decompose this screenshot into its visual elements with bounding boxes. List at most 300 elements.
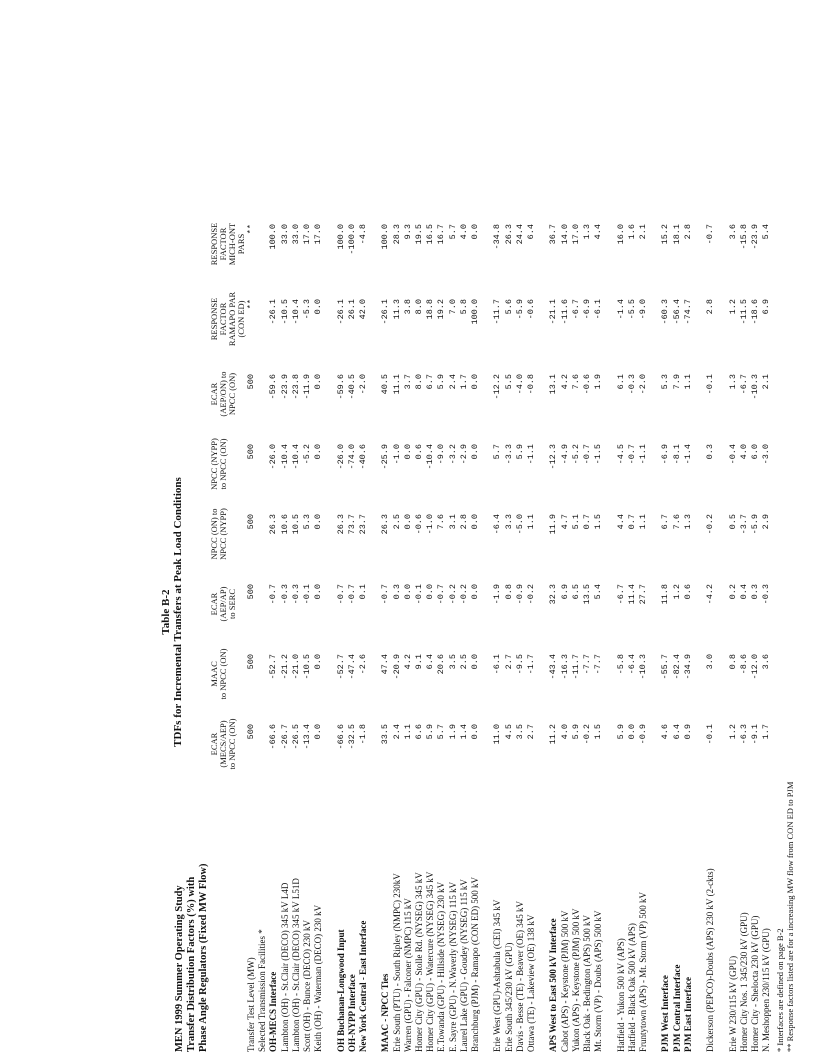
table-cell: -100.0 (346, 224, 357, 255)
table-cell: 5.3 (302, 514, 312, 530)
table-cell: -26.1 (380, 299, 391, 325)
table-cell: 1.3 (682, 514, 693, 530)
column-header-line: ECAR (209, 592, 219, 616)
table-cell: -21.1 (548, 299, 559, 325)
table-cell: 4.0 (458, 224, 469, 240)
table-row (604, 172, 615, 1052)
row-label: Cabot (APS) - Keystone (PJM) 500 kV (559, 910, 570, 1052)
table-cell: 6.0 (750, 444, 760, 460)
row-label: Transfer Test Level (MW) (246, 957, 256, 1052)
table-cell: -10.5 (279, 299, 290, 325)
table-row (683, 172, 694, 1052)
row-label: New York Central - East Interface (358, 920, 368, 1052)
row-label: Erie South 345/230 kV (GPU) (503, 942, 514, 1052)
table-cell: 20.6 (436, 654, 447, 675)
table-cell: -47.4 (346, 654, 357, 680)
table-cell: -0.4 (727, 444, 738, 465)
table-cell: -0.7 (626, 444, 637, 465)
table-cell: 17.0 (570, 224, 581, 245)
table-cell: 2.9 (761, 514, 772, 530)
row-label: PJM East Interface (682, 977, 693, 1052)
table-cell: -0.6 (582, 374, 592, 395)
table-cell: 19.2 (436, 299, 447, 320)
column-header-line: to NPCC (ON) (218, 648, 228, 700)
column-header (210, 214, 246, 274)
table-cell: -34.8 (492, 224, 503, 250)
table-row (246, 172, 257, 1052)
table-cell: 500 (246, 514, 256, 530)
table-cell: 0.0 (470, 374, 480, 390)
table-cell: 26.3 (335, 514, 346, 535)
table-cell: 11.4 (626, 584, 637, 605)
table-row (403, 172, 414, 1052)
table-cell: 73.7 (346, 514, 357, 535)
table-cell: 4.0 (559, 724, 570, 740)
column-header-line: (AEP/AP) (218, 586, 228, 622)
row-label: OH-MECS Interface (268, 971, 279, 1052)
column-header-line: RESPONSE (209, 297, 219, 341)
table-cell: 1.2 (671, 584, 682, 600)
table-row (492, 172, 503, 1052)
table-cell: 26.1 (346, 299, 357, 320)
table-cell: 15.2 (660, 224, 671, 245)
table-cell: -26.1 (335, 299, 346, 325)
table-cell: -0.2 (705, 514, 716, 535)
table-cell: 2.1 (761, 374, 772, 390)
table-cell: -5.3 (302, 299, 312, 320)
column-header-line: ECAR (209, 382, 219, 406)
table-cell: 4.2 (559, 374, 570, 390)
table-cell: -18.6 (750, 299, 760, 325)
column-header (210, 364, 237, 424)
row-label: Fruntytown (APS) - Mt. Storm (VP) 500 kV (638, 891, 648, 1052)
table-cell: -26.5 (290, 724, 301, 750)
table-row (470, 172, 481, 1052)
column-header-line: to NPCC (ON) (218, 438, 228, 490)
table-cell: 0.1 (358, 584, 368, 600)
table-cell: -11.9 (302, 374, 312, 400)
table-cell: 3.1 (447, 514, 458, 530)
table-cell: 2.4 (391, 724, 402, 740)
table-cell: -1.4 (682, 444, 693, 465)
row-label: Erie West (GPU)-Ashtabula (CEI) 345 kV (492, 899, 503, 1052)
table-cell: 17.0 (313, 224, 324, 245)
table-cell: 3.5 (447, 654, 458, 670)
table-cell: 6.1 (615, 374, 626, 390)
table-cell: -26.7 (279, 724, 290, 750)
table-cell: -10.3 (638, 654, 648, 680)
table-cell: 8.0 (414, 374, 424, 390)
row-label: Hatfield - Yukon 500 kV (APS) (615, 938, 626, 1052)
row-label: PJM West Interface (660, 975, 671, 1052)
table-cell: 3.6 (727, 224, 738, 240)
table-cell: 4.2 (402, 654, 413, 670)
study-line-3: Phase Angle Regulators (Fixed MW Flow) (198, 863, 209, 1052)
row-label: Warren (GPU) - Falconer (NMPC) 115 kV (402, 898, 413, 1052)
table-cell: 0.3 (750, 584, 760, 600)
table-cell: -0.6 (414, 514, 424, 535)
table-row (739, 172, 750, 1052)
table-cell: 6.7 (660, 514, 671, 530)
table-cell: 7.0 (447, 299, 458, 315)
row-label: Homer City (GPU) - Watercure (NYSEG) 345 kV (425, 871, 436, 1052)
table-row (716, 172, 727, 1052)
table-cell: -0.2 (526, 584, 536, 605)
table-cell: 0.0 (402, 444, 413, 460)
table-cell: 11.9 (548, 514, 559, 535)
table-row (526, 172, 537, 1052)
table-cell: 0.3 (391, 584, 402, 600)
table-cell: 3.7 (402, 374, 413, 390)
table-row (358, 172, 369, 1052)
column-headers (174, 172, 246, 1052)
table-cell: -1.1 (638, 444, 648, 465)
table-cell: 42.0 (358, 299, 368, 320)
table-cell: -82.4 (671, 654, 682, 680)
table-cell: -0.7 (380, 584, 391, 605)
table-cell: 13.5 (582, 584, 592, 605)
table-cell: -6.7 (738, 374, 749, 395)
table-cell: 9.1 (414, 654, 424, 670)
table-cell: 27.7 (638, 584, 648, 605)
table-row (728, 172, 739, 1052)
table-cell: 3.6 (761, 654, 772, 670)
table-cell: -0.1 (705, 374, 716, 395)
table-cell: 24.4 (514, 224, 525, 245)
table-cell: -5.5 (626, 299, 637, 320)
table-cell: 0.0 (313, 299, 324, 315)
table-cell: 4.4 (593, 224, 604, 240)
table-cell: 0.8 (727, 654, 738, 670)
table-cell: 100.0 (268, 224, 279, 250)
table-cell: 1.5 (593, 724, 604, 740)
table-cell: -5.9 (514, 299, 525, 320)
footnote-2: ** Response factors listed are for a increasing MW flow from CON ED to PJM (785, 781, 795, 1052)
table-cell: -1.0 (391, 444, 402, 465)
table-cell: -11.6 (559, 299, 570, 325)
table-cell: -0.8 (526, 374, 536, 395)
table-cell: 5.1 (570, 514, 581, 530)
row-label: Scott (OH) - Bunce (DECO) 230 kV (302, 920, 312, 1052)
table-cell: -21.2 (279, 654, 290, 680)
table-row (302, 172, 313, 1052)
table-cell: 0.0 (313, 584, 324, 600)
table-cell: 1.9 (593, 374, 604, 390)
table-cell: 10.5 (290, 514, 301, 535)
table-cell: -0.7 (705, 224, 716, 245)
table-number: Table B-2 (160, 589, 172, 635)
table-cell: -12.0 (750, 654, 760, 680)
table-cell: 2.4 (447, 374, 458, 390)
table-cell: -0.1 (302, 584, 312, 605)
row-label: OH Buchanan-Longwood Input (335, 929, 346, 1052)
table-cell: -1.7 (526, 654, 536, 675)
table-cell: 500 (246, 724, 256, 740)
table-row (268, 172, 279, 1052)
table-cell: -7.7 (582, 654, 592, 675)
table-cell: -32.5 (346, 724, 357, 750)
row-label: Dickerson (PEPCO)-Doubs (APS) 230 kV (2-ckts) (705, 868, 716, 1052)
table-cell: -40.6 (358, 444, 368, 470)
row-label: Erie South (PTU) - South Ripley (NMPC) 230kV (391, 873, 402, 1052)
table-cell: 5.7 (447, 224, 458, 240)
table-cell: 0.4 (738, 584, 749, 600)
table-cell: -60.3 (660, 299, 671, 325)
row-label: Keith (OH) - Waterman (DECO) 230 kV (313, 904, 324, 1052)
table-cell: ** (246, 224, 256, 235)
table-cell: -74.0 (346, 444, 357, 470)
table-cell: 1.5 (593, 514, 604, 530)
table-row (280, 172, 291, 1052)
table-cell: 1.7 (761, 724, 772, 740)
row-label: Mt. Storm (VP) - Doubs (APS) 500 kV (593, 910, 604, 1052)
table-cell: 0.5 (727, 514, 738, 530)
row-label: PJM Central Interface (671, 964, 682, 1052)
table-title: TDFs for Incremental Transfers at Peak Load Conditions (172, 477, 184, 747)
table-cell: 33.0 (279, 224, 290, 245)
footnotes (775, 782, 795, 1052)
column-header-line: to SERC (227, 589, 237, 619)
column-header-line: ECAR (209, 732, 219, 756)
study-line-1: MEN 1999 Summer Operating Study (174, 885, 185, 1052)
table-row (582, 172, 593, 1052)
table-cell: 1.9 (447, 724, 458, 740)
table-cell: 5.9 (514, 444, 525, 460)
table-cell: -0.6 (526, 299, 536, 320)
table-cell: -4.0 (514, 374, 525, 395)
table-cell: 11.8 (660, 584, 671, 605)
table-cell: 6.9 (559, 584, 570, 600)
column-header-line: NPCC (NYPP) (218, 508, 228, 560)
table-cell: -6.4 (626, 654, 637, 675)
table-cell: -6.4 (492, 514, 503, 535)
table-cell: 500 (246, 374, 256, 390)
table-cell: 7.9 (671, 374, 682, 390)
table-cell: 0.0 (470, 224, 480, 240)
table-cell: -34.9 (682, 654, 693, 680)
row-label: OH-NYPP Interface (346, 974, 357, 1052)
table-row (347, 172, 358, 1052)
table-cell: 100.0 (380, 224, 391, 250)
table-cell: -26.0 (268, 444, 279, 470)
table-cell: -11.7 (492, 299, 503, 325)
table-cell: -15.8 (738, 224, 749, 250)
row-label: Black Oak - Bedington (APS) 500 kV (582, 915, 592, 1052)
table-cell: 0.2 (727, 584, 738, 600)
table-cell: -3.3 (503, 444, 514, 465)
table-cell: -52.7 (335, 654, 346, 680)
table-cell: -9.0 (436, 444, 447, 465)
row-label: Yukon (APS) - Keystone (PJM) 500 kV (570, 908, 581, 1052)
table-row (616, 172, 627, 1052)
table-cell: -26.0 (335, 444, 346, 470)
table-cell: -10.5 (302, 654, 312, 680)
table-cell: 0.0 (313, 444, 324, 460)
table-cell: -55.7 (660, 654, 671, 680)
table-cell: 36.7 (548, 224, 559, 245)
table-cell: 2.8 (458, 514, 469, 530)
table-cell: 26.3 (503, 224, 514, 245)
column-header-line: RESPONSE (209, 222, 219, 266)
row-label: Lambton (OH) - St.Clair (DECO) 345 kV L4D (279, 882, 290, 1052)
table-cell: 6.4 (425, 654, 436, 670)
table-cell: 9.3 (402, 224, 413, 240)
row-label: Davis - Besse (TE) - Beaver (OE) 345 kV (514, 901, 525, 1052)
table-cell: -4.2 (705, 584, 716, 605)
row-label: Lambton (OH) - St.Clair (DECO) 345 kV L51D (290, 878, 301, 1052)
table-cell: 33.0 (290, 224, 301, 245)
table-cell: -2.0 (638, 374, 648, 395)
table-cell: 5.5 (503, 374, 514, 390)
table-cell: -10.4 (425, 444, 436, 470)
table-cell: 0.0 (313, 374, 324, 390)
row-label: Erie W 230/115 kV (GPU) (727, 955, 738, 1052)
table-cell: -7.7 (593, 654, 604, 675)
table-cell: -4.8 (358, 224, 368, 245)
table-cell: -6.1 (593, 299, 604, 320)
row-label: Selected Transmission Facilities * (257, 929, 268, 1052)
table-row (515, 172, 526, 1052)
table-cell: 5.9 (570, 724, 581, 740)
table-cell: -74.7 (682, 299, 693, 325)
table-cell: 6.4 (526, 224, 536, 240)
table-row (548, 172, 559, 1052)
table-cell: -0.1 (705, 724, 716, 745)
table-row (694, 172, 705, 1052)
table-row (436, 172, 447, 1052)
table-cell: 0.0 (313, 654, 324, 670)
table-cell: 0.3 (705, 444, 716, 460)
table-cell: 32.3 (548, 584, 559, 605)
table-cell: 0.0 (626, 724, 637, 740)
table-cell: 0.0 (402, 514, 413, 530)
table-row (380, 172, 391, 1052)
table-cell: 500 (246, 444, 256, 460)
table-cell: 19.5 (414, 224, 424, 245)
column-header (210, 644, 228, 704)
table-cell: 2.8 (682, 224, 693, 240)
table-cell: -6.9 (660, 444, 671, 465)
table-cell: 47.4 (380, 654, 391, 675)
table-cell: 0.0 (425, 584, 436, 600)
table-cell: -8.6 (738, 654, 749, 675)
table-cell: 7.6 (436, 514, 447, 530)
table-cell: 33.5 (380, 724, 391, 745)
table-cell: -25.9 (380, 444, 391, 470)
table-cell: -11.7 (570, 654, 581, 680)
table-cell: 0.6 (414, 444, 424, 460)
table-row (459, 172, 470, 1052)
column-header-line: FACTOR (218, 227, 228, 261)
table-cell: 1.1 (682, 374, 693, 390)
table-cell: 6.9 (761, 299, 772, 315)
row-label: Homer City (GPU) - Stolle Rd. (NYSEG) 345 kV (414, 872, 424, 1052)
table-cell: 5.9 (425, 724, 436, 740)
table-cell: -0.2 (582, 724, 592, 745)
table-row (313, 172, 324, 1052)
table-row (481, 172, 492, 1052)
table-cell: -0.9 (514, 584, 525, 605)
table-cell: 18.1 (671, 224, 682, 245)
table-cell: 0.0 (470, 584, 480, 600)
table-cell: -3.7 (738, 514, 749, 535)
table-cell: 3.3 (503, 514, 514, 530)
table-cell: -0.7 (582, 444, 592, 465)
table-cell: -11.5 (738, 299, 749, 325)
table-cell: 0.7 (582, 514, 592, 530)
table-cell: 14.0 (559, 224, 570, 245)
table-cell: -0.7 (436, 584, 447, 605)
table-cell: 18.8 (425, 299, 436, 320)
row-label: APS West to East 500 kV Interface (548, 918, 559, 1052)
table-cell: 5.3 (660, 374, 671, 390)
table-cell: -0.9 (638, 724, 648, 745)
table-cell: 5.4 (593, 584, 604, 600)
table-cell: 0.0 (470, 724, 480, 740)
table-row (593, 172, 604, 1052)
column-header (210, 574, 237, 634)
table-cell: -0.7 (268, 584, 279, 605)
table-cell: 2.5 (391, 514, 402, 530)
table-cell: 5.7 (436, 724, 447, 740)
table-cell: -23.8 (290, 374, 301, 400)
table-cell: 2.7 (503, 654, 514, 670)
table-cell: 3.5 (514, 724, 525, 740)
table-cell: -0.3 (279, 584, 290, 605)
table-cell: -3.0 (761, 444, 772, 465)
table-cell: -5.9 (750, 514, 760, 535)
table-row (705, 172, 716, 1052)
table-row (414, 172, 425, 1052)
table-cell: 8.0 (414, 299, 424, 315)
table-cell: -23.9 (279, 374, 290, 400)
table-cell: 0.0 (470, 444, 480, 460)
table-cell: -2.6 (358, 654, 368, 675)
table-cell: -5.0 (514, 514, 525, 535)
table-cell: -1.5 (593, 444, 604, 465)
column-header-line: NPCC (ON) to (209, 508, 219, 560)
table-cell: -10.4 (290, 444, 301, 470)
table-cell: -26.1 (268, 299, 279, 325)
table-cell: -4.5 (615, 444, 626, 465)
column-header (210, 289, 246, 349)
table-row (571, 172, 582, 1052)
table-cell: -43.4 (548, 654, 559, 680)
table-cell: 6.6 (414, 724, 424, 740)
column-header-line: (CON ED) (236, 300, 246, 338)
table-cell: 0.7 (626, 514, 637, 530)
table-cell: 1.1 (526, 514, 536, 530)
table-cell: -1.4 (615, 299, 626, 320)
column-header-line: NPCC (ON) (227, 372, 237, 416)
table-cell: -0.2 (458, 584, 469, 605)
table-cell: 0.0 (470, 654, 480, 670)
table-cell: -1.1 (526, 444, 536, 465)
column-header-line: (MECS/AEP) (218, 720, 228, 768)
table-row (672, 172, 683, 1052)
row-label: Homer City Nos. 1 345/230 kV (GPU) (738, 912, 749, 1052)
table-row (336, 172, 347, 1052)
table-cell: -52.7 (268, 654, 279, 680)
table-cell: -0.7 (335, 584, 346, 605)
table-cell: -1.8 (358, 724, 368, 745)
table-cell: 26.3 (380, 514, 391, 535)
table-cell: 6.7 (425, 374, 436, 390)
column-header (210, 434, 228, 494)
table-cell: 5.7 (492, 444, 503, 460)
row-label: E.Towanda (GPU) - Hillside (NYSEG) 230 kV (436, 881, 447, 1052)
table-cell: 1.3 (582, 224, 592, 240)
